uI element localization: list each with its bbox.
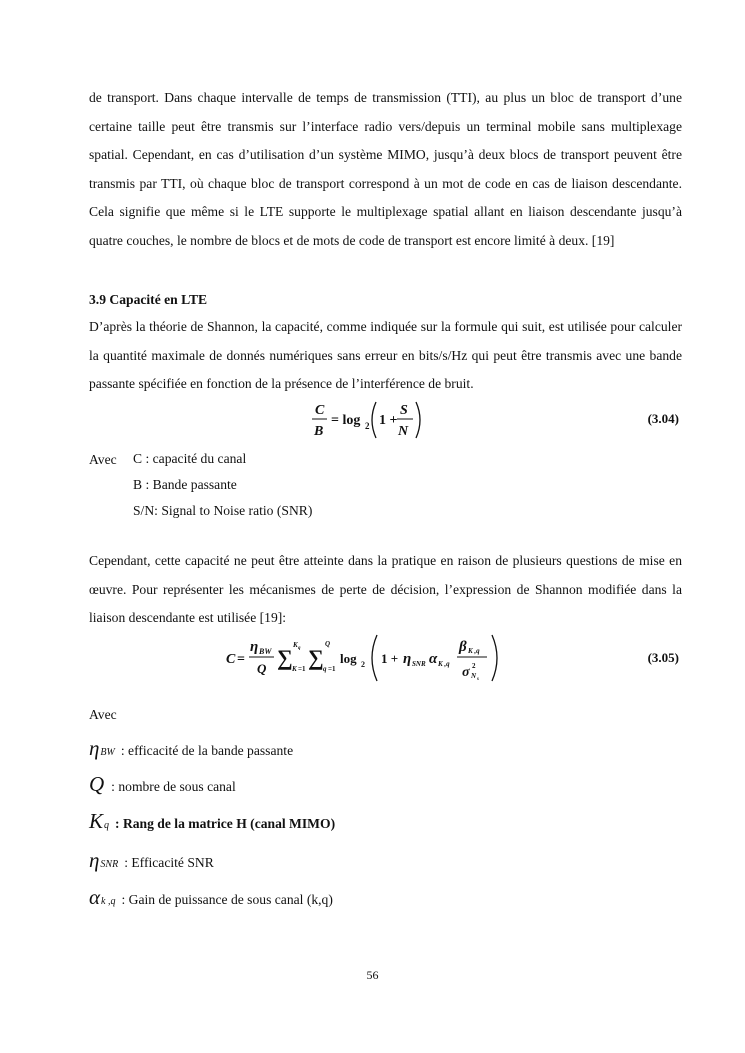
- svg-text:1 +: 1 +: [381, 651, 399, 666]
- svg-text:1 +: 1 +: [379, 413, 398, 428]
- svg-text:β: β: [459, 639, 467, 655]
- svg-text:log: log: [340, 651, 357, 666]
- symbol-subscript: q: [104, 820, 110, 831]
- equation-number-305: (3.05): [647, 650, 679, 665]
- equation-number-304: (3.04): [647, 411, 679, 426]
- section-heading: 3.9 Capacité en LTE: [89, 292, 208, 307]
- svg-text:K: K: [293, 641, 298, 649]
- paragraph-transport: de transport. Dans chaque intervalle de temps de transmission (TTI), au plus un bloc de transport d’une certaine taille peut être transmis sur l’interface radio vers/depuis un terminal mobile sans multiplexage spatial. Cependant, en cas d’utilisation d’un système MIMO, jusqu’à deux blocs de transport peuvent être transmis par TTI, où chaque bloc de transport correspond à un mot de code en cas de liaison descendante. Cela signifie que même si le LTE supporte le multiplexage spatial allant en liaison descendante jusqu’à quatre couches, le nombre de blocs et de mots de code de transport est encore limité à deux. [19]: [89, 90, 682, 248]
- definition-text: : efficacité de la bande passante: [120, 743, 294, 758]
- svg-text:= log: = log: [331, 413, 361, 428]
- svg-text:s: s: [477, 677, 479, 682]
- svg-text:2: 2: [365, 421, 370, 431]
- symbol-subscript: k ,q: [101, 896, 116, 907]
- symbol-alpha: α: [89, 885, 101, 909]
- svg-text:∑: ∑: [277, 645, 293, 670]
- svg-text:η: η: [250, 639, 259, 655]
- definition-c: C : capacité du canal: [133, 451, 247, 466]
- symbol-eta: η: [89, 736, 100, 760]
- symbol-q: Q: [89, 772, 105, 796]
- svg-text:BW: BW: [259, 647, 272, 656]
- definition-text: : Rang de la matrice H (canal MIMO): [115, 816, 336, 831]
- definition-q: [89, 772, 236, 797]
- svg-text:=1: =1: [328, 665, 336, 673]
- svg-text:2: 2: [361, 660, 365, 669]
- definition-text: : nombre de sous canal: [111, 779, 236, 794]
- avec-label-1: Avec: [89, 452, 117, 467]
- definition-eta-snr: [89, 848, 214, 873]
- svg-text:σ: σ: [462, 665, 470, 680]
- definition-text: : Gain de puissance de sous canal (k,q): [121, 892, 333, 907]
- paragraph-modified-shannon: Cependant, cette capacité ne peut être atteinte dans la pratique en raison de plusieurs questions de mise en œuvre. Pour représenter les mécanismes de perte de décision, l’expression de Shannon modifiée dans la liaison descendante est utilisée [19]:: [89, 553, 682, 626]
- page-number: 56: [366, 968, 379, 982]
- equation-shannon: [310, 398, 430, 442]
- avec-label-2: Avec: [89, 707, 117, 722]
- svg-text:∑: ∑: [308, 645, 324, 670]
- equation-modified-shannon: [222, 632, 512, 684]
- svg-text:q: q: [323, 665, 327, 673]
- definition-eta-bw: [89, 736, 293, 761]
- symbol-k: K: [89, 809, 104, 833]
- svg-text:C: C: [226, 652, 236, 667]
- definition-b: B : Bande passante: [133, 477, 237, 492]
- definition-kq: [89, 809, 335, 834]
- definition-alpha: [89, 885, 333, 910]
- symbol-eta: η: [89, 848, 100, 872]
- svg-text:q: q: [298, 646, 301, 651]
- symbol-subscript: SNR: [100, 859, 119, 870]
- svg-text:α: α: [429, 651, 438, 667]
- paragraph-shannon: D’après la théorie de Shannon, la capacité, comme indiquée sur la formule qui suit, est utilisée pour calculer la quantité maximale de donnés numériques sans erreur en bits/s/Hz qui peut être transmis avec une bande passante spécifiée en fonction de la présence de l’interférence de bruit.: [89, 319, 682, 392]
- svg-text:N: N: [471, 672, 477, 680]
- svg-text:=1: =1: [298, 665, 306, 673]
- svg-text:2: 2: [472, 662, 476, 670]
- svg-text:S: S: [400, 403, 408, 418]
- svg-text:Q: Q: [325, 640, 331, 648]
- svg-text:K ,q: K ,q: [468, 647, 480, 655]
- svg-text:K: K: [292, 665, 297, 673]
- svg-text:η: η: [403, 651, 412, 667]
- svg-text:N: N: [398, 424, 409, 439]
- symbol-subscript: BW: [100, 747, 115, 758]
- svg-text:SNR: SNR: [412, 660, 426, 668]
- svg-text:C: C: [315, 403, 325, 418]
- definition-text: : Efficacité SNR: [124, 855, 214, 870]
- svg-text:=: =: [237, 652, 245, 667]
- svg-text:B: B: [314, 424, 324, 439]
- definition-sn: S/N: Signal to Noise ratio (SNR): [133, 503, 313, 518]
- svg-text:K ,q: K ,q: [438, 660, 450, 668]
- svg-text:Q: Q: [257, 661, 267, 676]
